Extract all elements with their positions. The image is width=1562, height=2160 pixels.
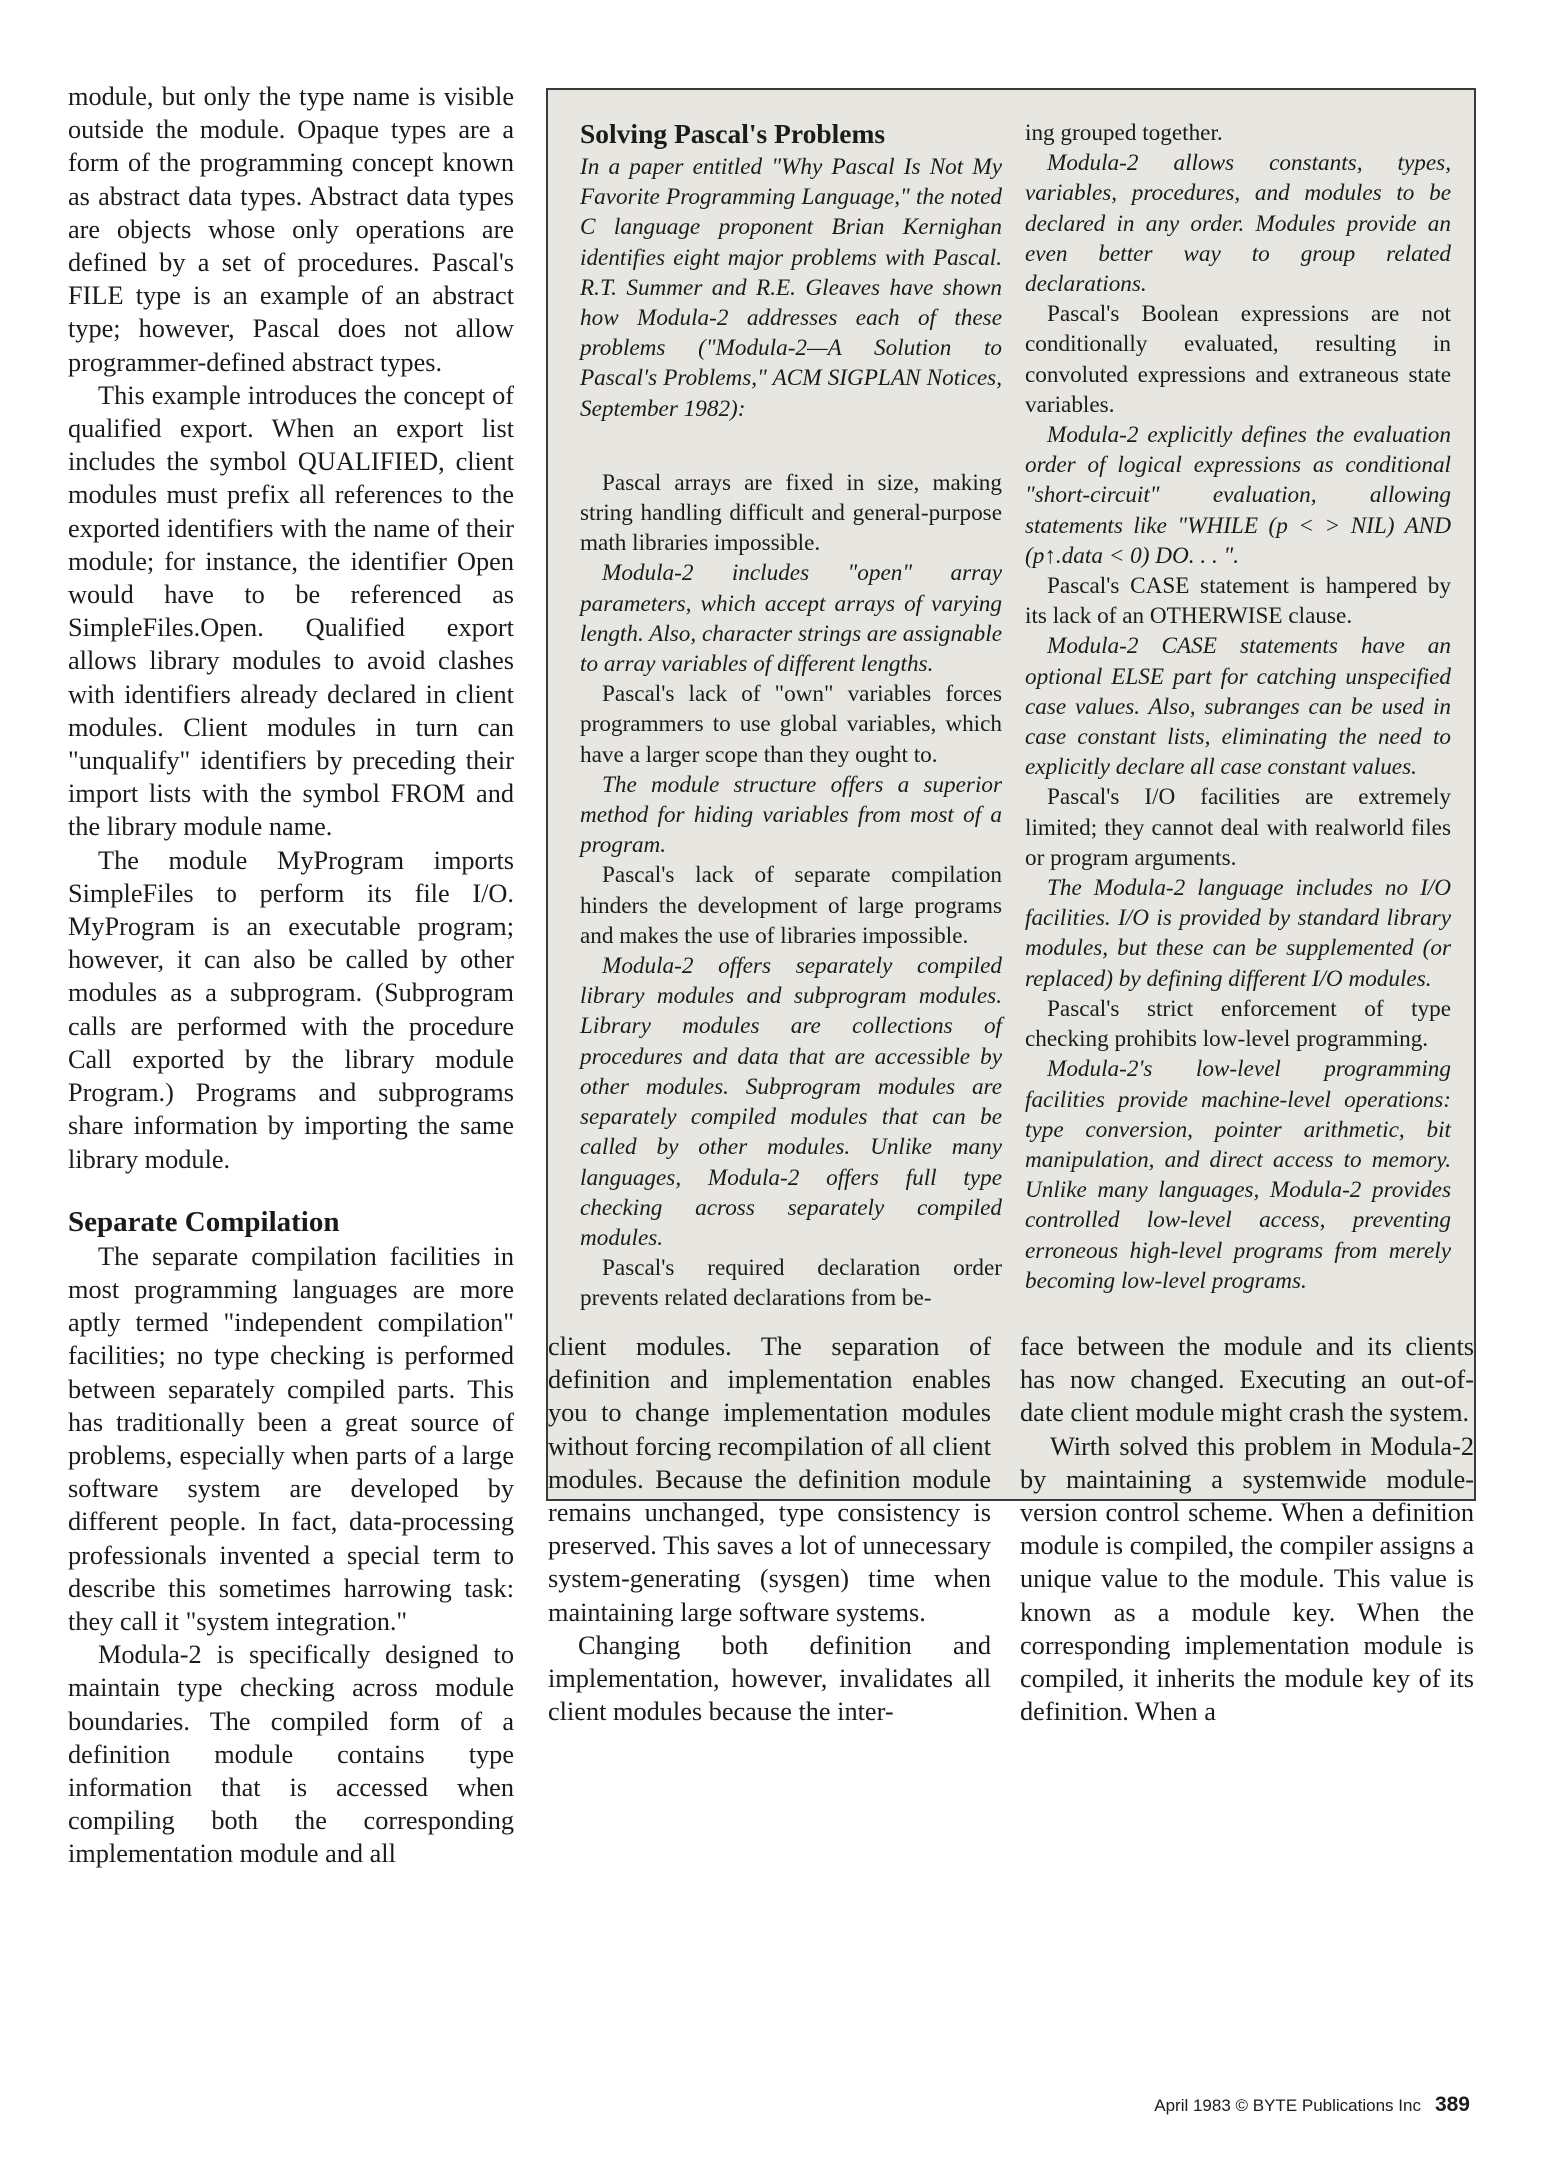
- sidebar-column-right: [1025, 118, 1451, 1296]
- sidebar-paragraph: Modula-2 offers separately compiled library modules and subprogram modules. Library modules are collections of procedures and data that are accessible by other modules. Subprogram modules are separately compiled modules that can be called by other modules. Unlike many languages, Modula-2 offers full type checking across separately compiled modules.: [580, 953, 1002, 1251]
- sidebar-paragraph: Pascal's I/O facilities are extremely limited; they cannot deal with realworld files or program arguments.: [1025, 784, 1451, 871]
- sidebar-box: [546, 88, 1476, 1501]
- sidebar-left-paragraphs: [580, 468, 1002, 1314]
- sidebar-paragraph: Modula-2 allows constants, types, variables, procedures, and modules to be declared in any order. Modules provide an even better way to group related declarations.: [1025, 150, 1451, 298]
- sidebar-paragraph: Pascal's required declaration order prevents related declarations from be-: [580, 1255, 1002, 1312]
- sidebar-paragraph: Modula-2 CASE statements have an optional ELSE part for catching unspecified case values. Also, subranges can be used in case constant lists, eliminating the need to explicitly declare all case constant values.: [1025, 633, 1451, 781]
- sidebar-paragraph: Pascal's strict enforcement of type checking prohibits low-level programming.: [1025, 995, 1451, 1053]
- article-column-2: [548, 1330, 991, 1728]
- footer-credit: April 1983 © BYTE Publications Inc: [1154, 2096, 1421, 2115]
- sidebar-paragraph: Pascal's Boolean expressions are not conditionally evaluated, resulting in convoluted expressions and extraneous state variables.: [1025, 301, 1451, 418]
- sidebar-paragraph: The Modula-2 language includes no I/O facilities. I/O is provided by standard library modules, but these can be supplemented (or replaced) by defining different I/O modules.: [1025, 875, 1451, 992]
- sidebar-paragraph: Modula-2's low-level programming facilities provide machine-level operations: type conversion, pointer arithmetic, bit manipulation, and direct access to memory. Unlike many languages, Modula-2 provides controlled low-level access, preventing erroneous high-level programs from merely becoming low-level programs.: [1025, 1056, 1451, 1294]
- sidebar-paragraph: Modula-2 includes "open" array parameters, which accept arrays of varying length. Also, character strings are assignable to array variables of different lengths.: [580, 560, 1002, 678]
- sidebar-title: Solving Pascal's Problems: [580, 118, 886, 149]
- paragraph: The module MyProgram imports SimpleFiles to perform its file I/O. MyProgram is an executable program; however, it can also be called by other modules as a subprogram. (Subprogram calls are performed with the procedure Call exported by the library module Program.) Programs and subprograms share information by importing the same library module.: [68, 845, 514, 1174]
- sidebar-paragraph: Pascal's CASE statement is hampered by its lack of an OTHERWISE clause.: [1025, 573, 1451, 630]
- sidebar-intro: In a paper entitled "Why Pascal Is Not My Favorite Programming Language," the noted C language proponent Brian Kernighan identifies eight major problems with Pascal. R.T. Summer and R.E. Gleaves have shown how Modula-2 addresses each of these problems ("Modula-2—A Solution to Pascal's Problems," ACM SIGPLAN Notices, September 1982):: [580, 154, 1002, 422]
- paragraph: module, but only the type name is visible outside the module. Opaque types are a form of the programming concept known as abstract data types. Abstract data types are objects whose only operations are defined by a set of procedures. Pascal's FILE type is an example of an abstract type; however, Pascal does not allow programmer-defined abstract types.: [68, 82, 514, 377]
- sidebar-paragraph: ing grouped together.: [1025, 120, 1223, 146]
- paragraph: Changing both definition and implementation, however, invalidates all client modules because the inter-: [548, 1630, 991, 1727]
- sidebar-paragraph: Pascal arrays are fixed in size, making string handling difficult and general-purpose math libraries impossible.: [580, 469, 1002, 557]
- paragraph: client modules. The separation of definition and implementation enables you to change implementation modules without forcing recompilation of all client modules. Because the definition module remains unchanged, type consistency is preserved. This saves a lot of unnecessary system-generating (sysgen) time when maintaining large software systems.: [548, 1332, 991, 1627]
- sidebar-paragraph: Modula-2 explicitly defines the evaluation order of logical expressions as conditional "short-circuit" evaluation, allowing statements like "WHILE (p < > NIL) AND (p↑.data < 0) DO. . . ".: [1025, 422, 1451, 569]
- page-number: 389: [1434, 2093, 1470, 2116]
- section-heading: Separate Compilation: [68, 1205, 340, 1238]
- sidebar-paragraph: The module structure offers a superior method for hiding variables from most of a program.: [580, 771, 1002, 859]
- article-column-3: [1020, 1330, 1474, 1728]
- sidebar-paragraph: Pascal's lack of "own" variables forces programmers to use global variables, which have a larger scope than they ought to.: [580, 681, 1002, 768]
- sidebar-right-paragraphs: [1025, 118, 1451, 1296]
- paragraph: The separate compilation facilities in most programming languages are more aptly termed "independent compilation" facilities; no type checking is performed between separately compiled parts. This has traditionally been a great source of problems, especially when parts of a large software system are developed by different people. In fact, data-processing professionals invented a special term to describe this sometimes harrowing task: they call it "system integration.": [68, 1241, 514, 1636]
- article-column-1: [68, 80, 514, 1871]
- sidebar-paragraph: Pascal's lack of separate compilation hinders the development of large programs and makes the use of libraries impossible.: [580, 862, 1002, 949]
- paragraph: Modula-2 is specifically designed to maintain type checking across module boundaries. The compiled form of a definition module contains type information that is accessed when compiling both the corresponding implementation module and all: [68, 1640, 514, 1869]
- paragraph: This example introduces the concept of qualified export. When an export list includes the symbol QUALIFIED, client modules must prefix all references to the exported identifiers with the name of their module; for instance, the identifier Open would have to be referenced as SimpleFiles.Open. Qualified export allows library modules to avoid clashes with identifiers already declared in client modules. Client modules in turn can "unqualify" identifiers by preceding their import lists with the symbol FROM and the library module name.: [68, 380, 514, 842]
- paragraph: Wirth solved this problem in Modula-2 by maintaining a systemwide module-version control scheme. When a definition module is compiled, the compiler assigns a unique value to the module. This value is known as a module key. When the corresponding implementation module is compiled, it inherits the module key of its definition. When a: [1020, 1431, 1474, 1727]
- page-footer: [1060, 2093, 1470, 2117]
- sidebar-column-left: [580, 118, 1002, 1314]
- paragraph: face between the module and its clients has now changed. Executing an out-of-date client module might crash the system.: [1020, 1332, 1474, 1428]
